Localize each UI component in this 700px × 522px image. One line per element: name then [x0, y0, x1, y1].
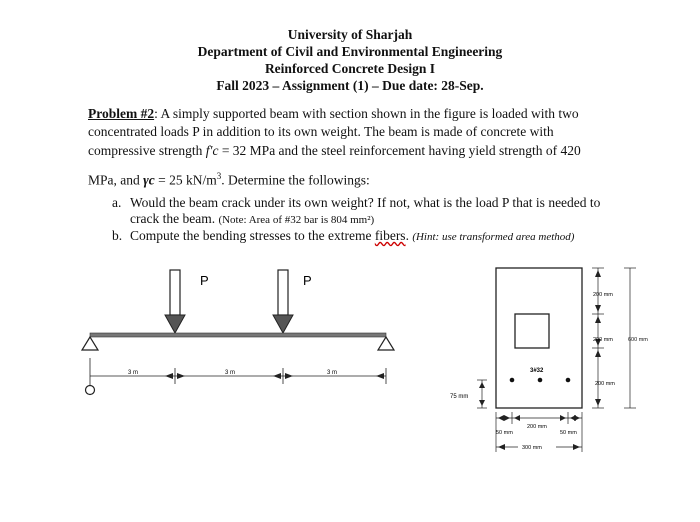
- dim-cover: 75 mm: [450, 394, 469, 400]
- question-b-word: fibers: [374, 228, 406, 243]
- dim-top: 200 mm: [593, 292, 613, 298]
- question-b-marker: b.: [112, 228, 123, 243]
- rebar-left: [510, 378, 515, 383]
- span-label-1: 3 m: [128, 370, 139, 376]
- header-university: University of Sharjah: [287, 27, 413, 42]
- header-assignment: Fall 2023 – Assignment (1) – Due date: 28-Sep.: [216, 78, 484, 93]
- problem-text-4a: MPa, and: [88, 172, 144, 188]
- fc-symbol: f′c: [205, 143, 219, 158]
- question-b-end: .: [405, 228, 409, 243]
- question-a-text-2: crack the beam.: [130, 211, 216, 226]
- question-a-text: Would the beam crack under its own weight? If not, what is the load P that is needed to: [130, 195, 601, 210]
- problem-text-3b: = 32 MPa and the steel reinforcement having yield strength of 420: [218, 143, 581, 158]
- problem-text-4d: . Determine the followings:: [221, 172, 370, 188]
- dim-total: 600 mm: [628, 337, 648, 343]
- rebar-right: [566, 378, 571, 383]
- problem-line-2: concentrated loads P in addition to its own weight. The beam is made of concrete with: [88, 124, 554, 139]
- span-label-2: 3 m: [225, 370, 236, 376]
- question-b-hint: (Hint: use transformed area method): [412, 231, 575, 243]
- question-b-text: Compute the bending stresses to the extreme: [130, 228, 375, 243]
- dim-right: 50 mm: [560, 430, 577, 436]
- unit-superscript: 3: [216, 171, 222, 181]
- problem-text-4b: = 25 kN/m: [154, 172, 217, 188]
- rebar-label: 3#32: [530, 368, 544, 374]
- problem-text-1: : A simply supported beam with section shown in the figure is loaded with two: [154, 106, 579, 121]
- header-course: Reinforced Concrete Design I: [264, 61, 436, 76]
- problem-title: Problem #2: [88, 106, 155, 121]
- question-a-note: (Note: Area of #32 bar is 804 mm²): [218, 214, 375, 226]
- rebar-center: [538, 378, 543, 383]
- dim-mid: 200 mm: [593, 337, 613, 343]
- gamma-symbol: γc: [143, 172, 155, 188]
- span-label-3: 3 m: [327, 370, 338, 376]
- load-label-2: P: [303, 273, 312, 288]
- section-opening: [515, 314, 549, 348]
- dim-bottom: 200 mm: [595, 381, 615, 387]
- question-a-marker: a.: [112, 195, 122, 210]
- header-department: Department of Civil and Environmental Engineering: [197, 44, 503, 59]
- dim-left: 50 mm: [496, 430, 513, 436]
- load-label-1: P: [200, 273, 209, 288]
- dim-width: 300 mm: [522, 445, 542, 451]
- dim-center: 200 mm: [527, 424, 547, 430]
- problem-text-3a: compressive strength: [88, 143, 206, 158]
